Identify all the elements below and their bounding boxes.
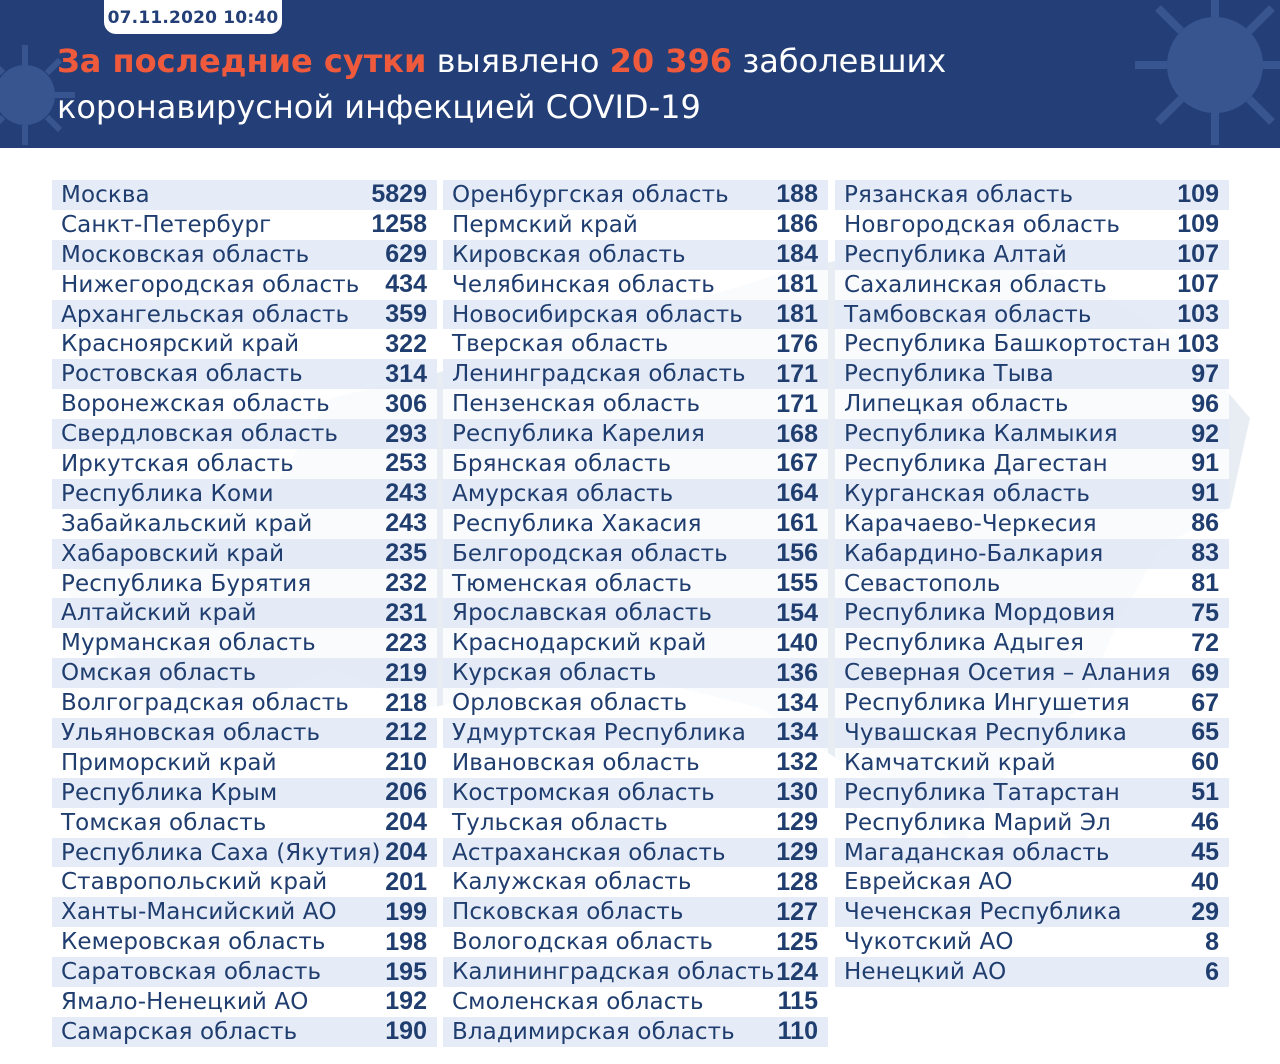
table-column-3 [835, 180, 1229, 987]
case-count: 134 [776, 718, 818, 747]
region-name: Чеченская Республика [844, 899, 1122, 926]
region-name: Ростовская область [61, 361, 303, 388]
table-row [443, 927, 828, 957]
table-row [52, 210, 437, 240]
table-row [835, 479, 1229, 509]
region-name: Нижегородская область [61, 271, 360, 298]
table-row [835, 688, 1229, 718]
region-name: Волгоградская область [61, 690, 349, 717]
table-row [443, 539, 828, 569]
table-row [443, 957, 828, 987]
table-row [52, 838, 437, 868]
table-row [52, 808, 437, 838]
case-count: 243 [385, 509, 427, 538]
region-name: Республика Татарстан [844, 779, 1120, 806]
case-count: 97 [1191, 359, 1219, 388]
case-count: 195 [385, 957, 427, 986]
table-row [52, 389, 437, 419]
case-count: 124 [776, 957, 818, 986]
region-name: Калужская область [452, 869, 692, 896]
case-count: 5829 [371, 180, 427, 209]
table-row [443, 1017, 828, 1047]
region-name: Магаданская область [844, 839, 1110, 866]
region-name: Забайкальский край [61, 510, 313, 537]
case-count: 188 [776, 180, 818, 209]
case-count: 46 [1191, 808, 1219, 837]
table-row [443, 210, 828, 240]
case-count: 132 [776, 748, 818, 777]
region-name: Тверская область [452, 331, 669, 358]
case-count: 103 [1177, 300, 1219, 328]
region-name: Брянская область [452, 450, 672, 477]
case-count: 1258 [371, 210, 427, 239]
region-name: Санкт-Петербург [61, 211, 272, 238]
table-row [52, 957, 437, 987]
case-count: 109 [1177, 210, 1219, 239]
region-name: Пермский край [452, 211, 638, 238]
table-row [835, 509, 1229, 539]
table-row [835, 539, 1229, 569]
case-count: 171 [776, 389, 818, 418]
region-name: Северная Осетия – Алания [844, 660, 1171, 687]
table-row [443, 300, 828, 330]
table-column-2 [443, 180, 828, 1047]
case-count: 91 [1191, 479, 1219, 508]
table-row [835, 389, 1229, 419]
date-stamp: 07.11.2020 10:40 [104, 0, 282, 34]
region-name: Кировская область [452, 241, 686, 268]
case-count: 434 [385, 270, 427, 299]
region-name: Республика Коми [61, 480, 274, 507]
region-name: Тульская область [452, 809, 668, 836]
case-count: 129 [776, 808, 818, 837]
case-count: 127 [776, 897, 818, 926]
region-name: Архангельская область [61, 301, 350, 328]
headline-accent: За последние сутки [57, 42, 427, 80]
case-count: 198 [385, 927, 427, 956]
case-count: 40 [1191, 867, 1219, 896]
table-row [52, 748, 437, 778]
table-row [443, 838, 828, 868]
case-count: 192 [385, 987, 427, 1016]
case-count: 83 [1191, 539, 1219, 568]
region-name: Новосибирская область [452, 301, 743, 328]
region-name: Ярославская область [452, 600, 712, 627]
region-name: Республика Крым [61, 779, 278, 806]
table-row [443, 808, 828, 838]
region-name: Удмуртская Республика [452, 719, 746, 746]
cases-table [52, 180, 1229, 1050]
case-count: 359 [385, 300, 427, 328]
region-name: Костромская область [452, 779, 715, 806]
case-count: 29 [1191, 897, 1219, 926]
region-name: Республика Мордовия [844, 600, 1116, 627]
case-count: 134 [776, 688, 818, 717]
region-name: Карачаево-Черкесия [844, 510, 1097, 537]
table-row [835, 927, 1229, 957]
table-row [52, 419, 437, 449]
table-row [443, 867, 828, 897]
case-count: 167 [776, 449, 818, 478]
case-count: 86 [1191, 509, 1219, 538]
case-count: 115 [777, 987, 818, 1016]
region-name: Чукотский АО [844, 929, 1014, 956]
region-name: Ханты-Мансийский АО [61, 899, 337, 926]
case-count: 186 [776, 210, 818, 239]
table-row [52, 539, 437, 569]
table-row [52, 479, 437, 509]
region-name: Республика Тыва [844, 361, 1054, 388]
table-row [443, 598, 828, 628]
table-row [443, 180, 828, 210]
table-row [443, 449, 828, 479]
case-count: 210 [385, 748, 427, 777]
region-name: Алтайский край [61, 600, 257, 627]
table-row [52, 359, 437, 389]
region-name: Республика Калмыкия [844, 421, 1118, 448]
table-row [443, 240, 828, 270]
case-count: 219 [385, 658, 427, 687]
region-name: Республика Дагестан [844, 450, 1108, 477]
region-name: Москва [61, 181, 150, 208]
region-name: Республика Марий Эл [844, 809, 1111, 836]
page-title [57, 38, 1157, 130]
table-column-1 [52, 180, 437, 1047]
region-name: Республика Бурятия [61, 570, 312, 597]
table-row [52, 300, 437, 330]
table-row [835, 778, 1229, 808]
region-name: Амурская область [452, 480, 674, 507]
case-count: 129 [776, 838, 818, 867]
region-name: Чувашская Республика [844, 719, 1127, 746]
table-row [835, 180, 1229, 210]
table-row [52, 658, 437, 688]
case-count: 91 [1191, 449, 1219, 478]
region-name: Ставропольский край [61, 869, 328, 896]
table-row [443, 778, 828, 808]
table-row [443, 718, 828, 748]
region-name: Владимирская область [452, 1018, 735, 1045]
region-name: Смоленская область [452, 988, 704, 1015]
table-row [835, 598, 1229, 628]
case-count: 184 [776, 240, 818, 269]
case-count: 218 [385, 688, 427, 717]
region-name: Иркутская область [61, 450, 294, 477]
case-count: 204 [385, 808, 427, 837]
region-name: Белгородская область [452, 540, 728, 567]
region-name: Ненецкий АО [844, 959, 1007, 986]
table-row [52, 270, 437, 300]
table-row [52, 569, 437, 599]
table-row [443, 628, 828, 658]
table-row [52, 628, 437, 658]
case-count: 128 [776, 867, 818, 896]
case-count: 199 [385, 897, 427, 926]
region-name: Республика Карелия [452, 421, 705, 448]
table-row [443, 897, 828, 927]
case-count: 235 [385, 539, 427, 568]
case-count: 322 [385, 329, 427, 358]
case-count: 107 [1177, 240, 1219, 269]
table-row [835, 897, 1229, 927]
region-name: Курская область [452, 660, 657, 687]
table-row [52, 449, 437, 479]
case-count: 154 [776, 598, 818, 627]
table-row [443, 509, 828, 539]
region-name: Кемеровская область [61, 929, 326, 956]
case-count: 69 [1191, 658, 1219, 687]
region-name: Калининградская область [452, 959, 775, 986]
region-name: Курганская область [844, 480, 1090, 507]
table-row [835, 569, 1229, 599]
case-count: 107 [1177, 270, 1219, 299]
region-name: Республика Адыгея [844, 630, 1085, 657]
case-count: 314 [385, 359, 427, 388]
table-row [835, 359, 1229, 389]
table-row [835, 838, 1229, 868]
region-name: Камчатский край [844, 749, 1056, 776]
headline-number: 20 396 [609, 42, 733, 80]
region-name: Краснодарский край [452, 630, 707, 657]
case-count: 212 [385, 718, 427, 747]
table-row [443, 389, 828, 419]
case-count: 293 [385, 419, 427, 448]
case-count: 92 [1191, 419, 1219, 448]
table-row [52, 180, 437, 210]
case-count: 110 [777, 1017, 818, 1046]
table-row [835, 449, 1229, 479]
table-row [52, 897, 437, 927]
region-name: Томская область [61, 809, 267, 836]
case-count: 103 [1177, 329, 1219, 358]
region-name: Оренбургская область [452, 181, 729, 208]
case-count: 176 [776, 329, 818, 358]
table-row [443, 748, 828, 778]
region-name: Астраханская область [452, 839, 726, 866]
region-name: Севастополь [844, 570, 1001, 597]
table-row [835, 808, 1229, 838]
region-name: Омская область [61, 660, 257, 687]
table-row [835, 628, 1229, 658]
table-row [835, 748, 1229, 778]
region-name: Тюменская область [452, 570, 693, 597]
headline-line2: коронавирусной инфекцией COVID-19 [57, 88, 701, 126]
case-count: 125 [776, 927, 818, 956]
table-row [52, 509, 437, 539]
region-name: Свердловская область [61, 421, 339, 448]
table-row [52, 240, 437, 270]
case-count: 201 [385, 867, 427, 896]
case-count: 45 [1191, 838, 1219, 867]
region-name: Хабаровский край [61, 540, 285, 567]
case-count: 171 [776, 359, 818, 388]
table-row [835, 658, 1229, 688]
table-row [52, 688, 437, 718]
table-row [443, 987, 828, 1017]
case-count: 65 [1191, 718, 1219, 747]
case-count: 243 [385, 479, 427, 508]
table-row [52, 598, 437, 628]
table-row [443, 329, 828, 359]
region-name: Красноярский край [61, 331, 300, 358]
table-row [52, 778, 437, 808]
case-count: 223 [385, 628, 427, 657]
region-name: Новгородская область [844, 211, 1121, 238]
region-name: Республика Ингушетия [844, 690, 1130, 717]
case-count: 140 [776, 628, 818, 657]
table-row [443, 359, 828, 389]
case-count: 168 [776, 419, 818, 448]
case-count: 164 [776, 479, 818, 508]
case-count: 109 [1177, 180, 1219, 209]
table-row [443, 688, 828, 718]
case-count: 67 [1191, 688, 1219, 717]
case-count: 190 [385, 1017, 427, 1046]
region-name: Республика Хакасия [452, 510, 702, 537]
region-name: Московская область [61, 241, 310, 268]
region-name: Еврейская АО [844, 869, 1013, 896]
table-row [835, 957, 1229, 987]
case-count: 75 [1191, 598, 1219, 627]
case-count: 96 [1191, 389, 1219, 418]
region-name: Ивановская область [452, 749, 700, 776]
case-count: 181 [776, 270, 818, 299]
case-count: 306 [385, 389, 427, 418]
case-count: 253 [385, 449, 427, 478]
case-count: 130 [776, 778, 818, 807]
headline-end: заболевших [732, 42, 947, 80]
region-name: Орловская область [452, 690, 688, 717]
region-name: Республика Алтай [844, 241, 1067, 268]
region-name: Ленинградская область [452, 361, 746, 388]
region-name: Ульяновская область [61, 719, 321, 746]
table-row [443, 569, 828, 599]
table-row [52, 329, 437, 359]
case-count: 629 [385, 240, 427, 269]
table-row [835, 718, 1229, 748]
table-row [835, 867, 1229, 897]
table-row [52, 927, 437, 957]
case-count: 6 [1205, 957, 1219, 986]
case-count: 8 [1205, 927, 1219, 956]
table-row [52, 867, 437, 897]
table-row [835, 270, 1229, 300]
region-name: Республика Саха (Якутия) [61, 839, 381, 866]
region-name: Рязанская область [844, 181, 1074, 208]
table-row [835, 329, 1229, 359]
table-row [835, 210, 1229, 240]
table-row [835, 240, 1229, 270]
region-name: Псковская область [452, 899, 684, 926]
table-row [443, 658, 828, 688]
header-banner [0, 0, 1280, 148]
region-name: Тамбовская область [844, 301, 1092, 328]
case-count: 206 [385, 778, 427, 807]
region-name: Воронежская область [61, 391, 330, 418]
region-name: Самарская область [61, 1018, 298, 1045]
table-row [52, 987, 437, 1017]
region-name: Республика Башкортостан [844, 331, 1171, 358]
case-count: 231 [385, 598, 427, 627]
case-count: 51 [1191, 778, 1219, 807]
region-name: Мурманская область [61, 630, 316, 657]
region-name: Пензенская область [452, 391, 701, 418]
case-count: 136 [776, 658, 818, 687]
region-name: Приморский край [61, 749, 277, 776]
table-row [835, 300, 1229, 330]
case-count: 60 [1191, 748, 1219, 777]
region-name: Вологодская область [452, 929, 714, 956]
table-row [443, 270, 828, 300]
region-name: Кабардино-Балкария [844, 540, 1104, 567]
case-count: 181 [776, 300, 818, 328]
region-name: Сахалинская область [844, 271, 1107, 298]
case-count: 161 [776, 509, 818, 538]
region-name: Челябинская область [452, 271, 715, 298]
table-row [52, 1017, 437, 1047]
case-count: 72 [1191, 628, 1219, 657]
region-name: Саратовская область [61, 959, 322, 986]
region-name: Ямало-Ненецкий АО [61, 988, 309, 1015]
case-count: 155 [776, 569, 818, 598]
table-row [835, 419, 1229, 449]
case-count: 156 [776, 539, 818, 568]
case-count: 204 [385, 838, 427, 867]
headline-mid: выявлено [426, 42, 610, 80]
case-count: 81 [1191, 569, 1219, 598]
case-count: 232 [385, 569, 427, 598]
table-row [443, 479, 828, 509]
table-row [52, 718, 437, 748]
table-row [443, 419, 828, 449]
region-name: Липецкая область [844, 391, 1069, 418]
